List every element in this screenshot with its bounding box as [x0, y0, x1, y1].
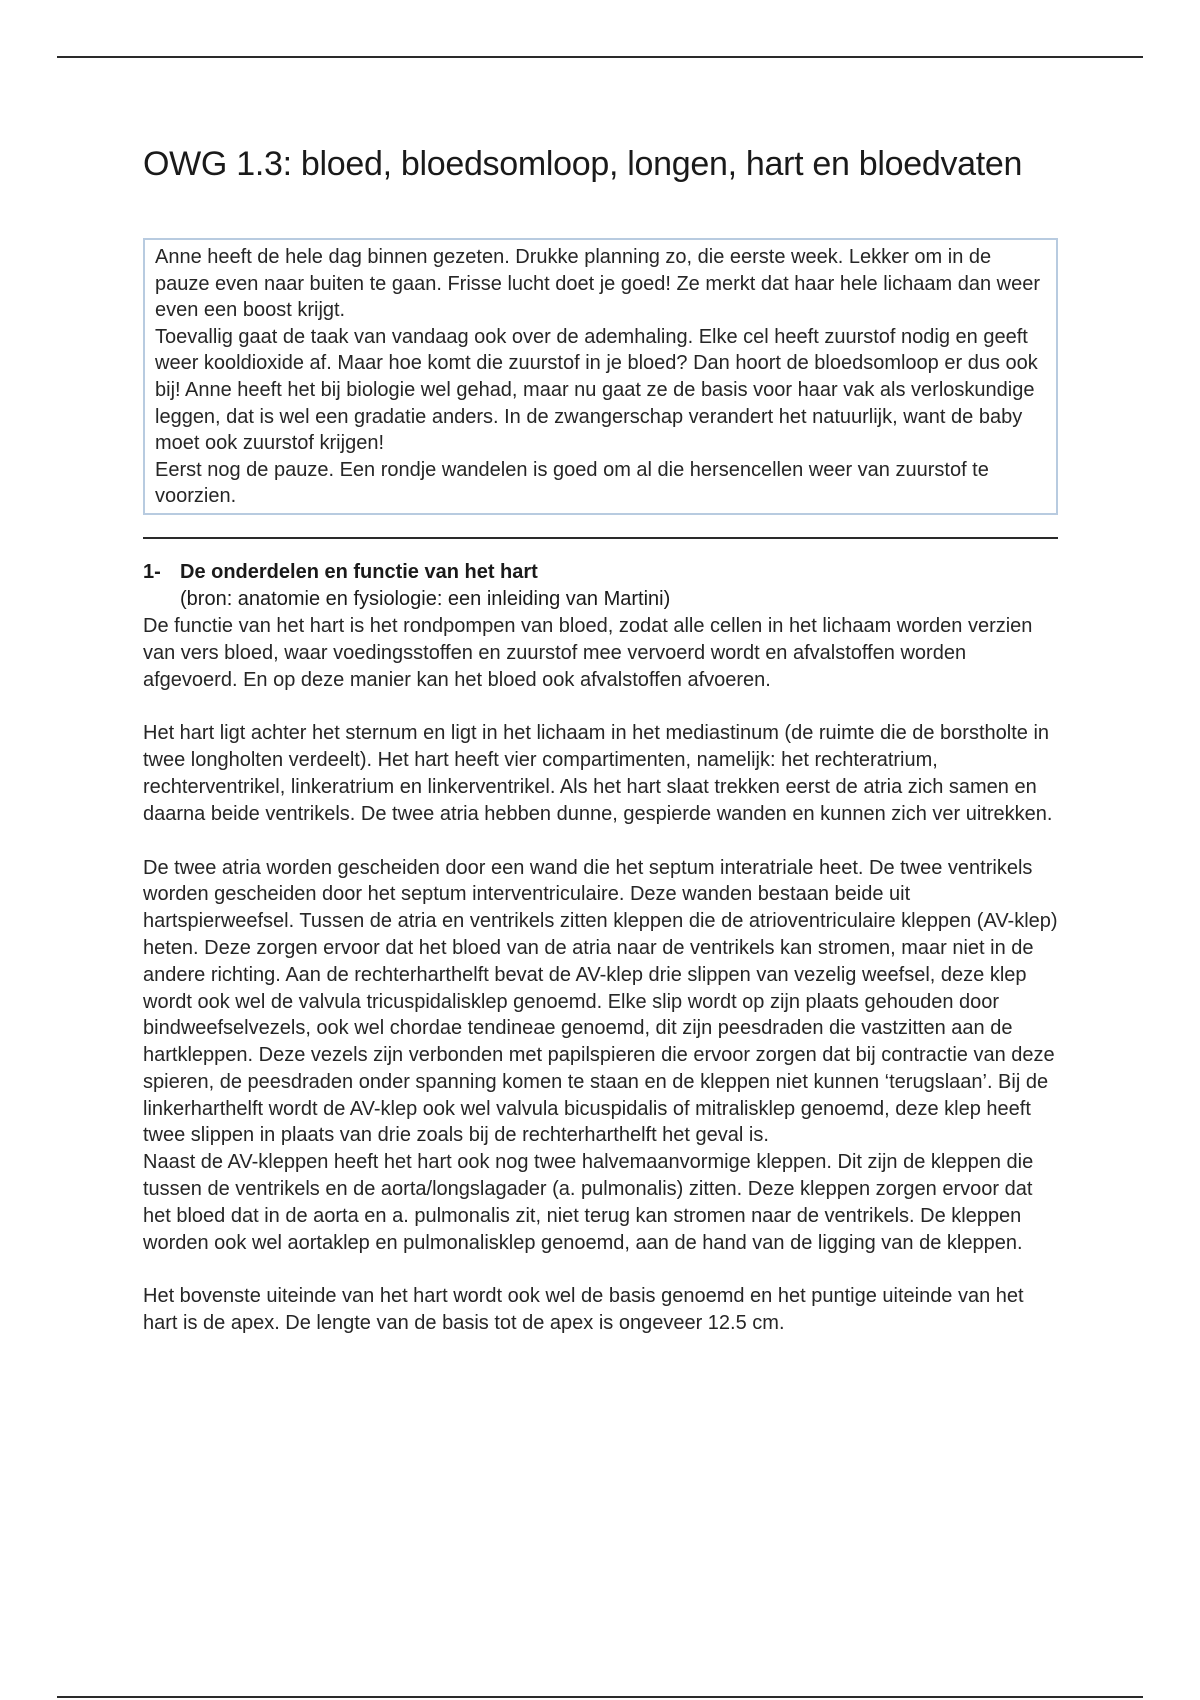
intro-paragraph: Anne heeft de hele dag binnen gezeten. Drukke planning zo, die eerste week. Lekker om in de pauze even naar buiten te gaan. Frisse lucht doet je goed! Ze merkt dat haar hele lichaam dan weer even een boost krijgt. — [155, 246, 1040, 322]
document-body — [143, 140, 1058, 1337]
section-source: (bron: anatomie en fysiologie: een inleiding van Martini) — [180, 587, 671, 610]
section-number: 1- — [143, 560, 161, 583]
section-body — [143, 613, 1058, 1337]
section-heading — [143, 559, 1058, 613]
body-paragraph: Het bovenste uiteinde van het hart wordt ook wel de basis genoemd en het puntige uiteinde van het hart is de apex. De lengte van de basis tot de apex is ongeveer 12.5 cm. — [143, 1285, 1024, 1335]
section-divider — [143, 537, 1058, 539]
intro-paragraph: Eerst nog de pauze. Een rondje wandelen is goed om al die hersencellen weer van zuurstof te voorzien. — [155, 458, 989, 508]
body-paragraph: De twee atria worden gescheiden door een wand die het septum interatriale heet. De twee ventrikels worden gescheiden door het septum interventriculaire. Deze wanden bestaan beide uit hartspierweefsel. Tussen de atria en ventrikels zitten kleppen die de atrioventriculaire kleppen (AV-klep) heten. Deze zorgen ervoor dat het bloed van de atria naar de ventrikels kan stromen, maar niet in de andere richting. Aan de rechterharthelft bevat de AV-klep drie slippen van vezelig weefsel, deze klep wordt ook wel de valvula tricuspidalisklep genoemd. Elke slip wordt op zijn plaats gehouden door bindweefselvezels, ook wel chordae tendineae genoemd, dit zijn peesdraden die vastzitten aan de hartkleppen. Deze vezels zijn verbonden met papilspieren die ervoor zorgen dat bij contractie van deze spieren, de peesdraden onder spanning komen te staan en de kleppen niet kunnen ‘terugslaan’. Bij de linkerharthelft wordt de AV-klep ook wel valvula bicuspidalis of mitralisklep genoemd, deze klep heeft twee slippen in plaats van drie zoals bij de rechterharthelft het geval is. — [143, 856, 1058, 1147]
section-title: De onderdelen en functie van het hart — [180, 560, 538, 583]
body-paragraph: De functie van het hart is het rondpompen van bloed, zodat alle cellen in het lichaam worden verzien van vers bloed, waar voedingsstoffen en zuurstof mee vervoerd wordt en afvalstoffen worden afgevoerd. En op deze manier kan het bloed ook afvalstoffen afvoeren. — [143, 614, 1033, 691]
body-paragraph: Naast de AV-kleppen heeft het hart ook nog twee halvemaanvormige kleppen. Dit zijn de kleppen die tussen de ventrikels en de aorta/longslagader (a. pulmonalis) zitten. Deze kleppen zorgen ervoor dat het bloed dat in de aorta en a. pulmonalis zit, niet terug kan stromen naar de ventrikels. De kleppen worden ook wel aortaklep en pulmonalisklep genoemd, aan de hand van de ligging van de kleppen. — [143, 1151, 1034, 1254]
body-paragraph: Het hart ligt achter het sternum en ligt in het lichaam in het mediastinum (de ruimte die de borstholte in twee longholten verdeelt). Het hart heeft vier compartimenten, namelijk: het rechteratrium, rechterventrikel, linkeratrium en linkerventrikel. Als het hart slaat trekken eerst de atria zich samen en daarna beide ventrikels. De twee atria hebben dunne, gespierde wanden en kunnen zich ver uitrekken. — [143, 722, 1053, 825]
section-heading-text — [180, 559, 670, 613]
page-top-rule — [57, 56, 1143, 58]
intro-paragraph: Toevallig gaat de taak van vandaag ook over de ademhaling. Elke cel heeft zuurstof nodig en geeft weer kooldioxide af. Maar hoe komt die zuurstof in je bloed? Dan hoort de bloedsomloop er dus ook bij! Anne heeft het bij biologie wel gehad, maar nu gaat ze de basis voor haar vak als verloskundige leggen, dat is wel een gradatie anders. In de zwangerschap verandert het natuurlijk, want de baby moet ook zuurstof krijgen! — [155, 325, 1038, 455]
document-title: OWG 1.3: bloed, bloedsomloop, longen, hart en bloedvaten — [143, 145, 1023, 183]
page-bottom-rule — [57, 1696, 1143, 1698]
intro-callout-box — [143, 238, 1058, 515]
